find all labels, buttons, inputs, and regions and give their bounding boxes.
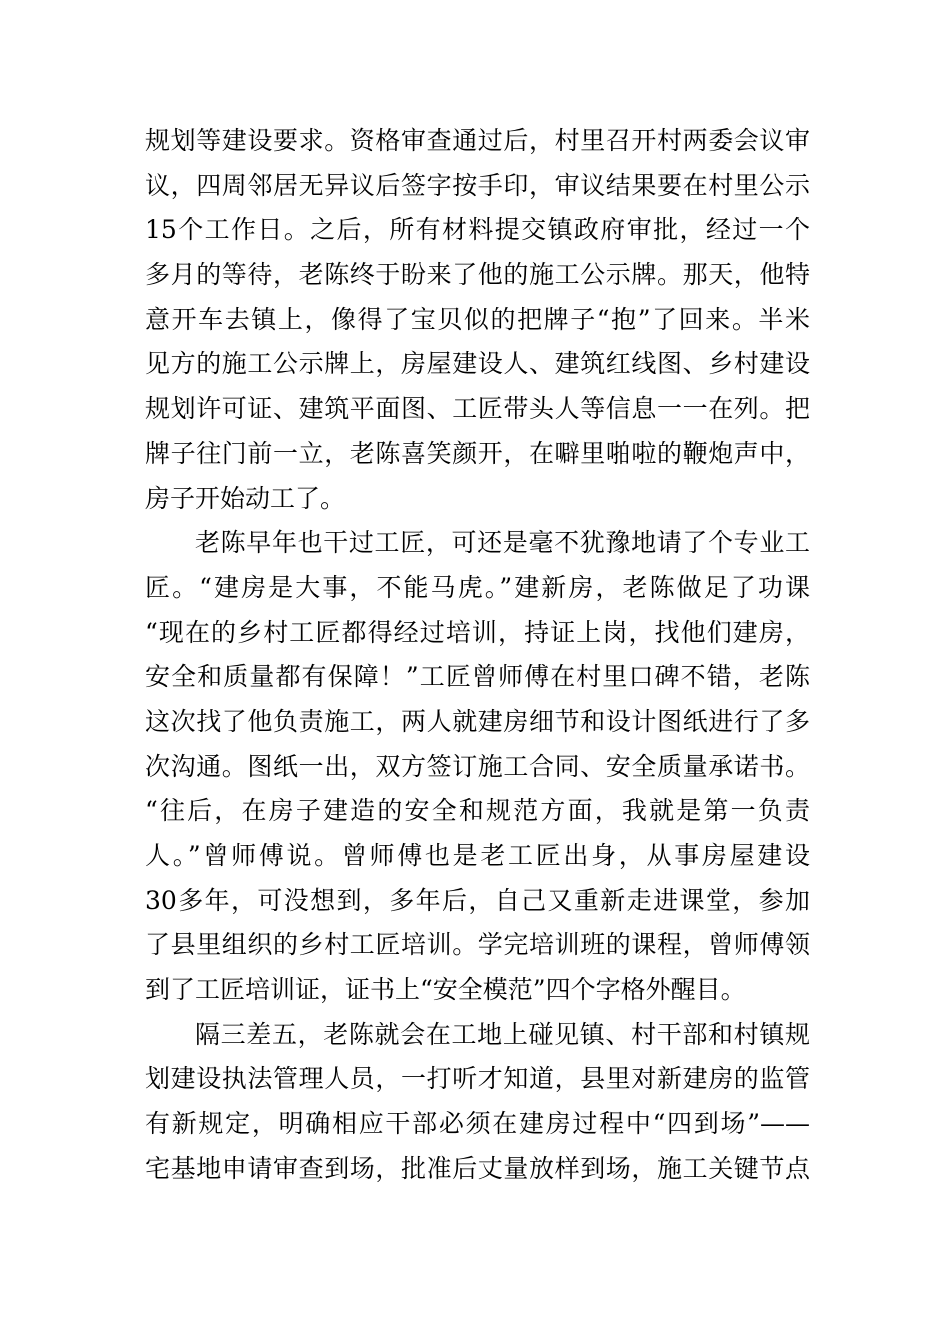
text-line: 安全和质量都有保障！”工匠曾师傅在村里口碑不错，老陈 (145, 662, 810, 692)
text-line: 30多年，可没想到，多年后，自己又重新走进课堂，参加 (145, 885, 810, 915)
text-line: 划建设执法管理人员，一打听才知道，县里对新建房的监管 (145, 1064, 810, 1094)
text-line: 次沟通。图纸一出，双方签订施工合同、安全质量承诺书。 (145, 751, 810, 781)
text-line: 这次找了他负责施工，两人就建房细节和设计图纸进行了多 (145, 706, 810, 736)
text-line: 意开车去镇上，像得了宝贝似的把牌子“抱”了回来。半米 (145, 304, 810, 334)
text-line: 人。”曾师傅说。曾师傅也是老工匠出身，从事房屋建设 (145, 841, 810, 870)
text-line: 规划许可证、建筑平面图、工匠带头人等信息一一在列。把 (145, 394, 810, 424)
paragraph-first-line: 隔三差五，老陈就会在工地上碰见镇、村干部和村镇规 (195, 1019, 810, 1049)
paragraph-last-line: 到了工匠培训证，证书上“安全模范”四个字格外醒目。 (145, 975, 746, 1005)
text-line: 有新规定，明确相应干部必须在建房过程中“四到场”—— (145, 1109, 810, 1139)
text-line: 宅基地申请审查到场，批准后丈量放样到场，施工关键节点 (145, 1153, 810, 1183)
text-line: 了县里组织的乡村工匠培训。学完培训班的课程，曾师傅领 (145, 930, 810, 960)
text-line: 牌子往门前一立，老陈喜笑颜开，在噼里啪啦的鞭炮声中， (145, 438, 810, 468)
text-line: 15个工作日。之后，所有材料提交镇政府审批，经过一个 (145, 215, 810, 245)
text-line: “现在的乡村工匠都得经过培训，持证上岗，找他们建房， (145, 617, 810, 647)
paragraph-last-line: 房子开始动工了。 (145, 483, 346, 513)
text-line: 多月的等待，老陈终于盼来了他的施工公示牌。那天，他特 (145, 260, 810, 290)
text-line: 匠。“建房是大事，不能马虎。”建新房，老陈做足了功课 (145, 572, 810, 602)
text-line: 见方的施工公示牌上，房屋建设人、建筑红线图、乡村建设 (145, 349, 810, 379)
text-line: 规划等建设要求。资格审查通过后，村里召开村两委会议审 (145, 126, 810, 155)
text-line: 议，四周邻居无异议后签字按手印，审议结果要在村里公示 (145, 170, 810, 200)
article-body (145, 119, 810, 1192)
text-line: “往后，在房子建造的安全和规范方面，我就是第一负责 (145, 796, 810, 826)
paragraph-first-line: 老陈早年也干过工匠，可还是毫不犹豫地请了个专业工 (195, 528, 810, 558)
